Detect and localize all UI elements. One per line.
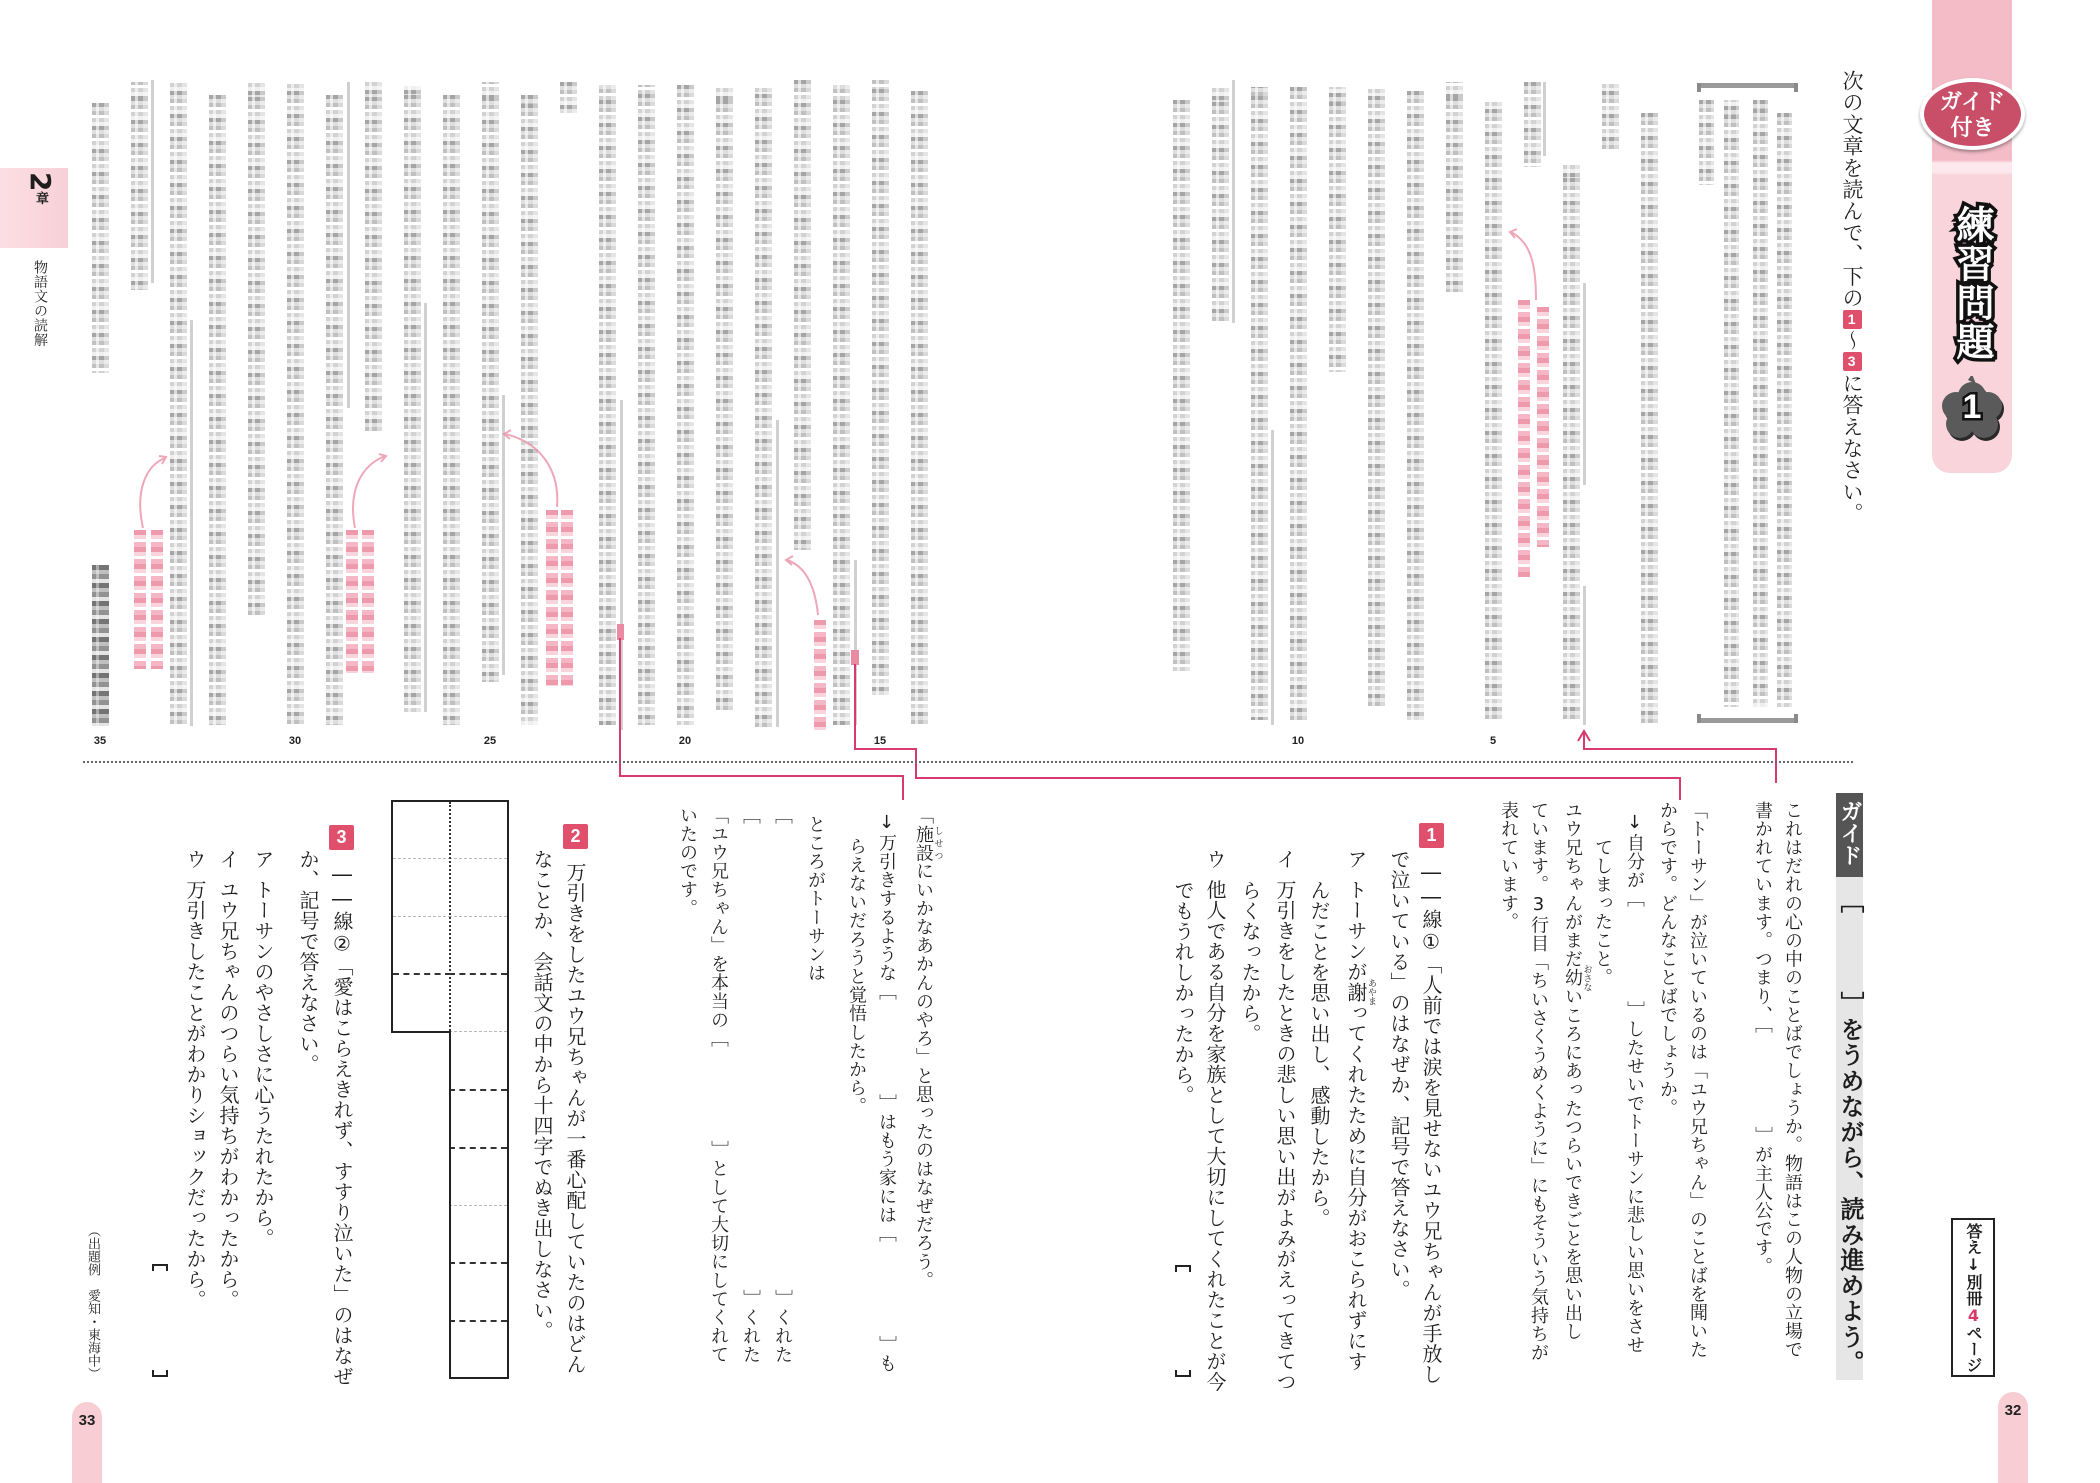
choice-text-continued: んだことを思い出し、感動したから。 — [1307, 880, 1331, 1229]
line-number: 30 — [288, 735, 302, 747]
answer-grid-column-2 — [391, 800, 451, 1033]
cell-divider — [393, 858, 451, 859]
source-credit: （出題例 愛知・東海中） — [85, 1224, 100, 1380]
chapter-suffix: 章 — [33, 191, 48, 205]
line-number: 5 — [1489, 735, 1497, 747]
question-text: ――線②「愛はこらえきれず、すすり泣いた」のはなぜ — [330, 862, 354, 1387]
ruby-word — [1344, 978, 1376, 1006]
curved-arrow-icon — [505, 434, 557, 507]
ruby-reading: しせつ — [932, 824, 943, 862]
answer-grid-column-1 — [449, 800, 509, 1379]
chapter-number — [24, 172, 57, 205]
choice-text: 万引きしたことがわかりショックだったから。 — [183, 879, 207, 1310]
practice-title: 練習問題 — [1950, 205, 1994, 361]
guide-line: ています。3行目「ちいさくうめくように」にもそういう気持ちが — [1528, 801, 1549, 1362]
choice-text: ユウ兄ちゃんのつらい気持ちがわかったから。 — [216, 879, 240, 1310]
grid-column-edge — [449, 1031, 451, 1379]
answer-reference-box — [1951, 1218, 1995, 1377]
ruby-word — [913, 824, 943, 862]
answer-bracket-open — [152, 1264, 168, 1271]
page-number-32: 32 — [1998, 1392, 2028, 1483]
guide-line: からです。どんなことばでしょうか。 — [1657, 801, 1678, 1118]
choice-label: ウ — [183, 849, 207, 870]
instruction-text-after: に答えなさい。 — [1840, 372, 1864, 525]
curved-arrow-icon — [140, 458, 165, 528]
grid-column-divider — [449, 802, 451, 1031]
line-number: 15 — [873, 735, 887, 747]
guide-line: ［ ］くれた — [772, 806, 793, 1364]
ruby-word — [1562, 964, 1592, 992]
section-divider — [83, 761, 1853, 763]
line-number: 25 — [483, 735, 497, 747]
question-text: ――線①「人前では涙を見せないユウ兄ちゃんが手放し — [1419, 860, 1443, 1385]
guide-line: ↓自分が［ ］したせいでトーサンに悲しい思いをさせ — [1624, 812, 1645, 1355]
badge-line-1: ガイド — [1939, 90, 2006, 115]
answer-reference-text: ページ — [1964, 1324, 1983, 1373]
curved-arrow-icon — [1511, 232, 1536, 300]
guide-line: これはだれの心の中のことばでしょうか。物語はこの人物の立場で — [1782, 801, 1803, 1359]
question-text: か、記号で答えなさい。 — [296, 849, 320, 1075]
guide-line — [1563, 801, 1592, 1341]
guide-text: ユウ兄ちゃんがまだ — [1562, 801, 1583, 969]
range-end-badge: 3 — [1843, 352, 1862, 371]
guide-line — [914, 806, 943, 1290]
guide-line: 「ユウ兄ちゃん」を本当の［ ］として大切にしてくれて — [708, 806, 729, 1364]
cell-divider — [449, 1320, 507, 1322]
choice-text: トーサンのやさしさに心うたれたから。 — [251, 879, 275, 1249]
choice-text: 万引きをしたときの悲しい思い出がよみがえってきてつ — [1273, 879, 1297, 1392]
ruby-reading: あやま — [1366, 978, 1376, 1006]
chapter-digit: 2 — [24, 172, 57, 192]
guide-text: いころにあったつらいできごとを思い出し — [1562, 987, 1583, 1341]
connector-line-c — [1584, 733, 1776, 783]
guide-label: ガイド — [1837, 800, 1862, 866]
guide-line: いたのです。 — [677, 806, 698, 918]
choice-text-continued: らくなったから。 — [1238, 880, 1262, 1044]
guide-line: らえないだろうと覚悟したから。 — [846, 837, 867, 1116]
choice-a — [1346, 849, 1376, 1372]
guide-line: 「トーサン」が泣いているのは「ユウ兄ちゃん」のことばを聞いた — [1687, 801, 1708, 1359]
guide-text: にいかなあかんのやろ」と思ったのはなぜだろう。 — [913, 861, 934, 1290]
cell-divider — [449, 1147, 507, 1149]
curved-arrow-icon — [353, 456, 385, 528]
cell-divider — [449, 916, 507, 917]
line-number: 35 — [93, 735, 107, 747]
curved-arrow-icon — [787, 560, 818, 615]
answer-bracket-close — [1175, 1370, 1191, 1377]
page-number-33: 33 — [72, 1402, 102, 1483]
question-text: で泣いている」のはなぜか、記号で答えなさい。 — [1387, 849, 1411, 1300]
practice-number: 1 — [1962, 388, 1982, 426]
cell-divider — [449, 1089, 507, 1091]
choice-text: 他人である自分を家族として大切にしてくれたことが今 — [1203, 879, 1227, 1392]
guide-line: ところがトーサンは — [805, 815, 826, 983]
question-number-badge: 2 — [563, 824, 588, 849]
guide-line: ［ ］くれた — [740, 806, 761, 1364]
cell-divider — [449, 973, 507, 975]
choice-label: ア — [251, 849, 275, 870]
ruby-reading: おさな — [1581, 964, 1592, 992]
choice-b — [1275, 849, 1295, 1392]
choice-label: イ — [216, 849, 240, 870]
choice-a — [253, 849, 273, 1249]
ruby-base: 謝 — [1344, 978, 1368, 1006]
guide-line: 書かれています。つまり、［ ］が主人公です。 — [1752, 801, 1773, 1276]
cell-divider — [449, 1205, 507, 1206]
guide-text: 「 — [913, 806, 934, 825]
guide-heading: ［ ］をうめながら、読み進めよう。 — [1836, 889, 1864, 1376]
question-text: なことか、会話文の中から十四字でぬき出しなさい。 — [530, 849, 554, 1341]
guide-line: 表れています。 — [1498, 801, 1519, 932]
choice-text: ってくれたために自分がおこられずにす — [1344, 1002, 1368, 1372]
ruby-base: 施設 — [913, 824, 934, 862]
choice-text-continued: でもうれしかったから。 — [1171, 880, 1195, 1106]
range-separator: ～ — [1840, 329, 1864, 352]
line-number: 10 — [1291, 735, 1305, 747]
cell-divider — [449, 858, 507, 859]
choice-c — [185, 849, 205, 1310]
cell-divider — [449, 1031, 507, 1032]
choice-c — [1205, 849, 1225, 1392]
connector-line-b — [855, 664, 1680, 800]
line-number: 20 — [678, 735, 692, 747]
question-number-badge: 3 — [329, 825, 354, 850]
cell-divider — [393, 916, 451, 917]
range-start-badge: 1 — [1843, 310, 1862, 329]
question-text: 万引きをしたユウ兄ちゃんが一番心配していたのはどん — [563, 862, 587, 1375]
instruction-text-before: 次の文章を読んで、下の — [1840, 70, 1864, 309]
choice-label: ウ — [1203, 849, 1227, 870]
guide-line: てしまったこと。 — [1592, 838, 1613, 987]
choice-b — [218, 849, 238, 1310]
answer-bracket-close — [152, 1370, 168, 1377]
answer-reference-text: 答え↓別冊 — [1964, 1222, 1983, 1306]
choice-label: イ — [1273, 849, 1297, 870]
chapter-title: 物語文の読解 — [32, 260, 48, 347]
badge-line-2: 付き — [1950, 116, 1995, 141]
answer-bracket-open — [1175, 1265, 1191, 1272]
question-number-badge: 1 — [1419, 823, 1444, 848]
choice-label: ア — [1344, 849, 1368, 870]
choice-text: トーサンが — [1344, 879, 1368, 982]
guide-line: ↓万引きするような［ ］はもう家には［ ］も — [876, 812, 897, 1373]
cell-divider — [449, 1262, 507, 1264]
ruby-base: 幼 — [1562, 964, 1583, 992]
cell-divider — [393, 973, 451, 975]
connector-line-a — [620, 638, 903, 800]
answer-reference-page: 4 — [1964, 1305, 1983, 1325]
